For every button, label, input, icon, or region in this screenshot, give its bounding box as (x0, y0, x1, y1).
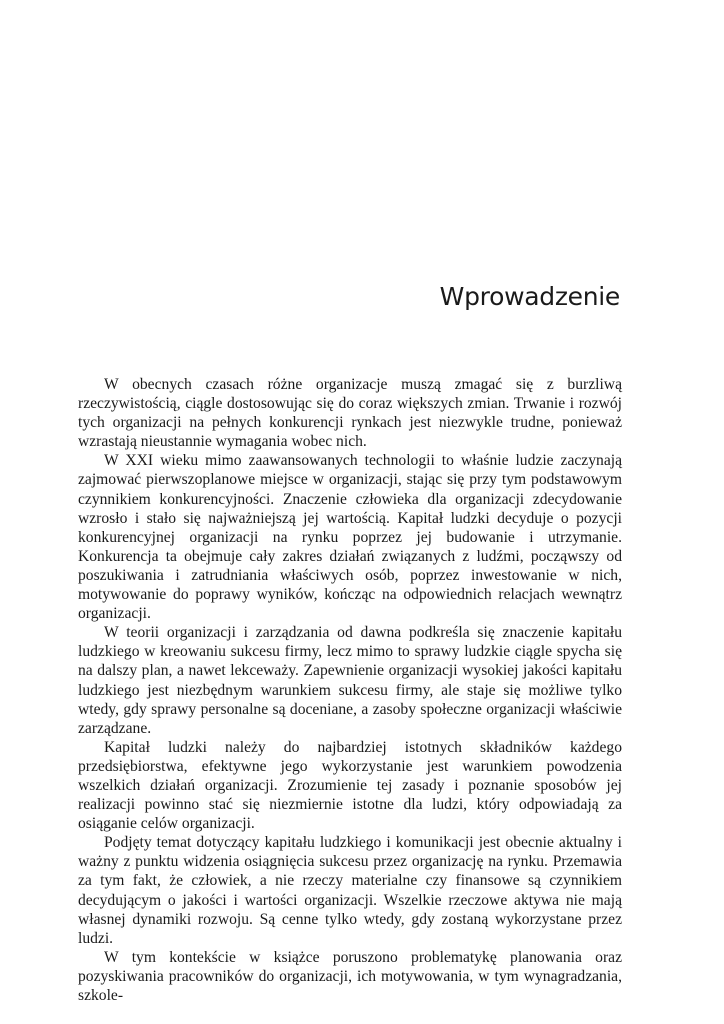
paragraph: W XXI wieku mimo zaawansowanych technologii to właśnie ludzie zaczynają zajmować pierwszoplanowe miejsce w organizacji, stając się przy tym podstawowym czynnikiem konkurencyjności. Znaczenie człowieka dla organizacji zdecydowanie wzrosło i stało się najważniejszą jej wartością. Kapitał ludzki decyduje o pozycji konkurencyjnej organizacji na rynku poprzez jej budowanie i utrzymanie. Konkurencja ta obejmuje cały zakres działań związanych z ludźmi, począwszy od poszukiwania i zatrudniania właściwych osób, poprzez inwestowanie w nich, motywowanie do poprawy wyników, kończąc na odpowiednich relacjach wewnątrz organizacji. (78, 452, 622, 623)
body-text (78, 375, 622, 1005)
paragraph: W obecnych czasach różne organizacje muszą zmagać się z burzliwą rzeczywistością, ciągle dostosowując się do coraz większych zmian. Trwanie i rozwój tych organizacji na pełnych konkurencji rynkach jest niezwykle trudne, ponieważ wzrastają nieustannie wymagania wobec nich. (78, 376, 622, 451)
paragraph: Podjęty temat dotyczący kapitału ludzkiego i komunikacji jest obecnie aktualny i ważny z punktu widzenia osiągnięcia sukcesu przez organizację na rynku. Przemawia za tym fakt, że człowiek, a nie rzeczy materialne czy finansowe są czynnikiem decydującym o jakości i wartości organizacji. Wszelkie rzeczowe aktywa nie mają własnej dynamiki rozwoju. Są cenne tylko wtedy, gdy zostaną wykorzystane przez ludzi. (78, 834, 622, 947)
paragraph: W tym kontekście w książce poruszono problematykę planowania oraz pozyskiwania pracowników do organizacji, ich motywowania, w tym wynagradzania, szkole- (78, 948, 622, 1004)
chapter-title: Wprowadzenie (439, 282, 620, 311)
paragraph: W teorii organizacji i zarządzania od dawna podkreśla się znaczenie kapitału ludzkiego w kreowaniu sukcesu firmy, lecz mimo to sprawy ludzkie ciągle spycha się na dalszy plan, a nawet lekceważy. Zapewnienie organizacji wysokiej jakości kapitału ludzkiego jest niezbędnym warunkiem sukcesu firmy, ale staje się możliwe tylko wtedy, gdy sprawy personalne są doceniane, a zasoby społeczne organizacji właściwie zarządzane. (78, 624, 622, 737)
paragraph: Kapitał ludzki należy do najbardziej istotnych składników każdego przedsiębiorstwa, efektywne jego wykorzystanie jest warunkiem powodzenia wszelkich działań organizacji. Zrozumienie tej zasady i poznanie sposobów jej realizacji powinno stać się niezmiernie istotne dla ludzi, który odpowiadają za osiąganie celów organizacji. (78, 738, 622, 833)
